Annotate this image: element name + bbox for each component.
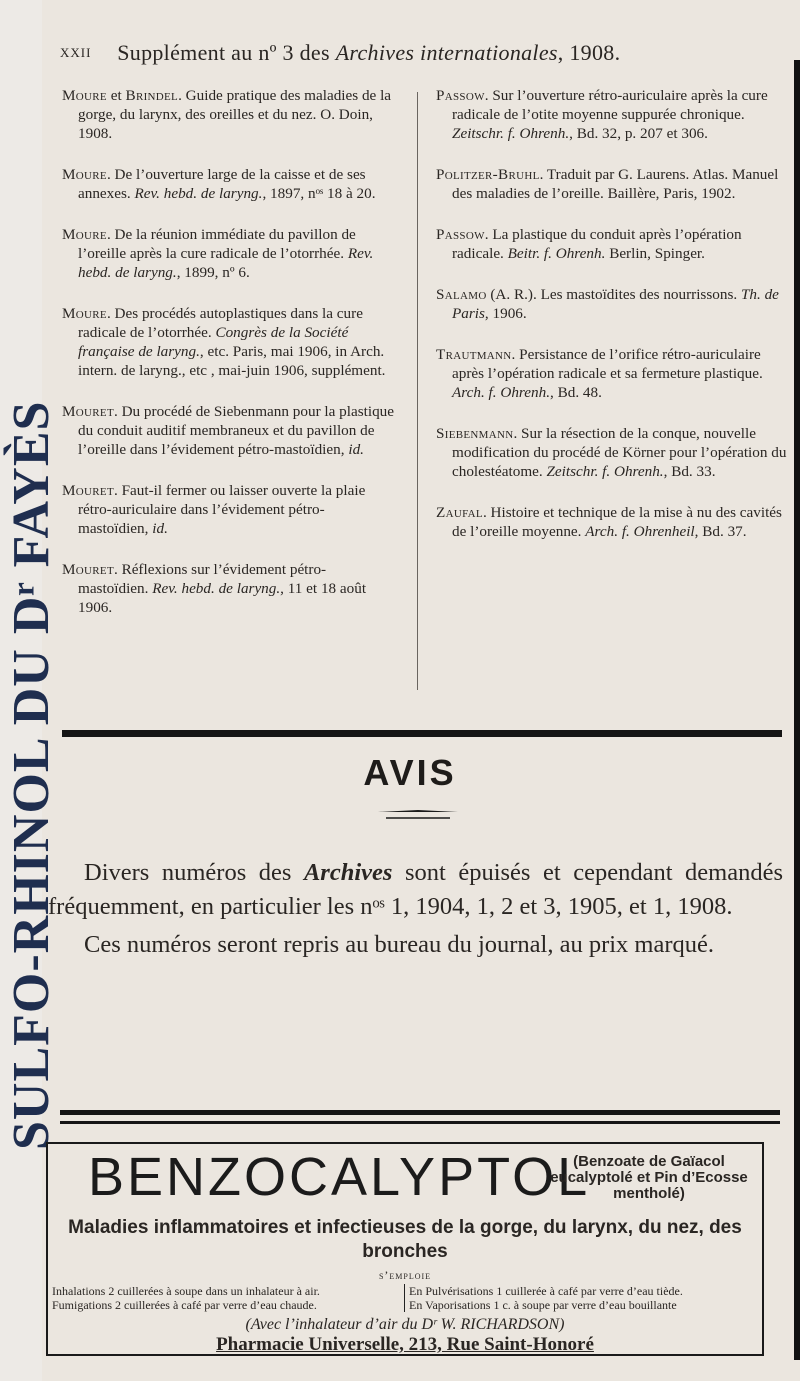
avis-body (48, 856, 783, 966)
ad-emploi: s’emploie (378, 1268, 432, 1282)
sidebar-ad-text: SULFO-RHINOL DU Dʳ FAYÈS (3, 400, 60, 1150)
ad-usage-cell: En Pulvérisations 1 cuillerée à café par verre d’eau tiède. (409, 1284, 683, 1298)
reference: Mouret. Réflexions sur l’évidement pétro-mastoïdien. Rev. hebd. de laryng., 11 et 18 août 1906. (62, 561, 367, 616)
reference: Moure. Des procédés autoplastiques dans la cure radicale de l’otorrhée. Congrès de la Société française de laryng., etc. Paris, mai 1906, in Arch. intern. de laryng., etc , mai-juin 1906, supplément. (62, 305, 386, 379)
reference: Siebenmann. Sur la résection de la conque, nouvelle modification du procédé de Körner pour l’opération du cholestéatome. Zeitschr. f. Ohrenh., Bd. 33. (436, 425, 787, 480)
reference: Mouret. Du procédé de Siebenmann pour la plastique du conduit auditif membraneux et du pavillon de l’oreille dans l’évidement pétro-mastoïdien, id. (62, 403, 395, 458)
page-edge (794, 60, 800, 1360)
reference: Moure. De l’ouverture large de la caisse et de ses annexes. Rev. hebd. de laryng., 1897, nᵒˢ 18 à 20. (62, 166, 376, 202)
reference: Trautmann. Persistance de l’orifice rétro-auriculaire après l’opération radicale et sa fermeture plastique. Arch. f. Ohrenh., Bd. 48. (436, 346, 763, 401)
reference: Politzer-Bruhl. Traduit par G. Laurens. Atlas. Manuel des maladies de l’oreille. Baillère, Paris, 1902. (436, 166, 779, 202)
reference: Passow. Sur l’ouverture rétro-auriculaire après la cure radicale de l’otite moyenne suppurée chronique. Zeitschr. f. Ohrenh., Bd. 32, p. 207 et 306. (436, 87, 768, 142)
left-column (62, 86, 394, 639)
header-journal: Archives internationales (335, 40, 558, 65)
page-number: XXII (60, 45, 92, 60)
ad-indications: Maladies inflammatoires et infectieuses de la gorge, du larynx, du nez, des bronches (68, 1217, 742, 1262)
ad-usage-cell: En Vaporisations 1 c. à soupe par verre d’eau bouillante (409, 1298, 677, 1312)
reference: Mouret. Faut-il fermer ou laisser ouverte la plaie rétro-auriculaire dans l’évidement pétro-mastoïdien, id. (62, 482, 366, 537)
sidebar-ad (0, 0, 60, 1381)
section-rule (60, 1110, 780, 1115)
benzocalyptol-advertisement (46, 1142, 764, 1356)
running-header (60, 40, 780, 66)
avis-title: AVIS (363, 752, 457, 793)
reference: Moure et Brindel. Guide pratique des maladies de la gorge, du larynx, des oreilles et du nez. O. Doin, 1908. (62, 87, 392, 142)
ad-usage-table (52, 1284, 758, 1312)
header-year: , 1908. (557, 40, 621, 65)
ad-pharmacie: Pharmacie Universelle, 213, Rue Saint-Honoré (216, 1334, 594, 1355)
column-divider (417, 92, 418, 690)
right-column (436, 86, 790, 563)
header-prefix: Supplément au nº 3 des (117, 40, 330, 65)
reference: Zaufal. Histoire et technique de la mise à nu des cavités de l’oreille moyenne. Arch. f. Ohrenheil, Bd. 37. (436, 504, 782, 540)
ad-usage-cell: Inhalations 2 cuillerées à soupe dans un inhalateur à air. (52, 1284, 405, 1298)
section-rule (60, 1121, 780, 1124)
reference: Moure. De la réunion immédiate du pavillon de l’oreille après la cure radicale de l’otorrhée. Rev. hebd. de laryng., 1899, nº 6. (62, 226, 374, 281)
avis-paragraph: Ces numéros seront repris au bureau du journal, au prix marqué. (84, 931, 715, 958)
ad-brand: BENZOCALYPTOL (88, 1147, 591, 1207)
ad-subtitle: (Benzoate de Gaïacol eucalyptolé et Pin d’Ecosse mentholé) (550, 1153, 748, 1202)
section-rule (62, 730, 782, 737)
reference: Passow. La plastique du conduit après l’opération radicale. Beitr. f. Ohrenh. Berlin, Spinger. (436, 226, 742, 262)
ad-usage-cell: Fumigations 2 cuillerées à café par verre d’eau chaude. (52, 1298, 405, 1312)
avis-paragraph: Divers numéros des Archives sont épuisés et cependant demandés fréquemment, en particulier les nᵒˢ 1, 1904, 1, 2 et 3, 1905, et 1, 1908. (48, 859, 783, 920)
ornament-dash (378, 808, 458, 822)
ad-inhalateur: (Avec l’inhalateur d’air du Dʳ W. RICHARDSON) (245, 1316, 565, 1333)
reference: Salamo (A. R.). Les mastoïdites des nourrissons. Th. de Paris, 1906. (436, 286, 779, 322)
